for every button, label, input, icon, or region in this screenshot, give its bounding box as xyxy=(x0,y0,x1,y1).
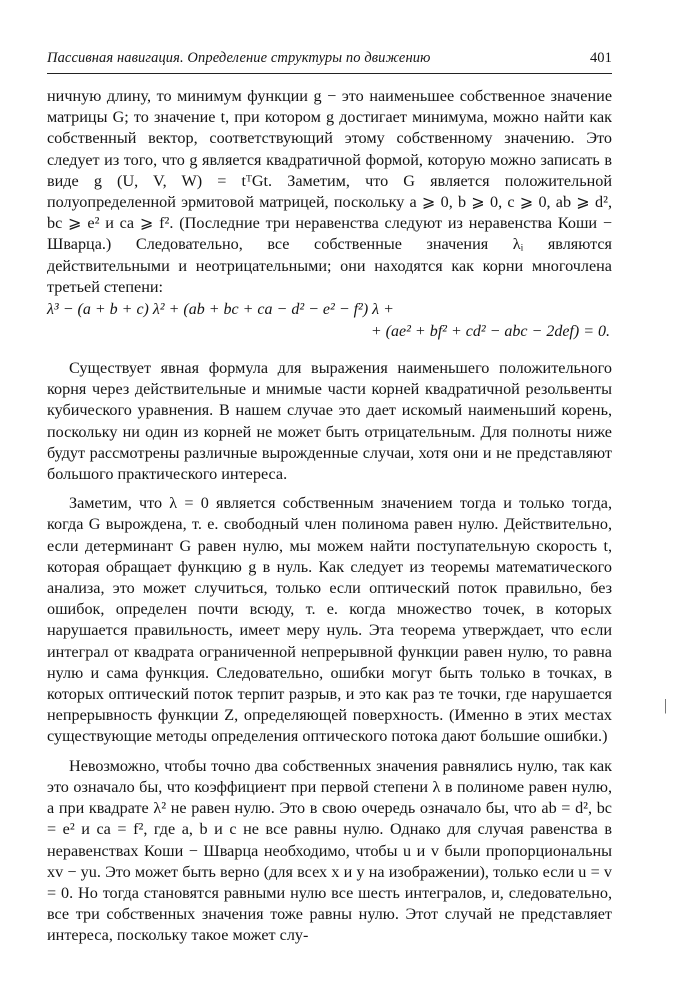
equation-line-2: + (ae² + bf² + cd² − abc − 2def) = 0. xyxy=(370,323,610,341)
header-rule xyxy=(47,73,612,74)
paragraph-2: Существует явная формула для выражения наименьшего положительного корня через действительные и мнимые части корней квадратичной резольвенты кубического уравнения. В нашем случае это дает искомый наименьший корень, поскольку ни один из корней не может быть отрицательным. Для полноты ниже будут рассмотрены различные вырожденные случаи, хотя они и не представляют большого практического интереса. xyxy=(47,359,612,484)
equation-line-1: λ³ − (a + b + c) λ² + (ab + bc + ca − d² − e² − f²) λ + xyxy=(47,301,394,319)
cubic-equation xyxy=(47,299,612,345)
paragraph-3: Заметим, что λ = 0 является собственным значением тогда и только тогда, когда G вырождена, т. е. свободный член полинома равен нулю. Действительно, если детерминант G равен нулю, мы можем найти поступательную скорость t, которая обращает функцию g в нуль. Как следует из теоремы математического анализа, это может случиться, только если оптический поток правильно, без ошибок, определен почти всюду, т. е. когда множество точек, в которых нарушается правильность, имеет меру нуль. Эта теорема утверждает, что если интеграл от квадрата ограниченной непрерывной функции равен нулю, то равна нулю и сама функция. Следовательно, ошибки могут быть только в точках, в которых оптический поток терпит разрыв, и это как раз те точки, где нарушается непрерывность функции Z, определяющей поверхность. (Именно в этих местах существующие методы определения оптического потока дают большие ошибки.) xyxy=(47,494,612,746)
paragraph-4: Невозможно, чтобы точно два собственных значения равнялись нулю, так как это означало бы, что коэффициент при первой степени λ в полиноме равен нулю, а при квадрате λ² не равен нулю. Это в свою очередь означало бы, что ab = d², bc = e² и ca = f², где a, b и c не все равны нулю. Однако для случая равенства в неравенствах Коши − Шварца необходимо, чтобы u и v были пропорциональны xv − yu. Это может быть верно (для всех x и y на изображении), только если u = v = 0. Но тогда становятся равными нулю все шесть интегралов, и, следовательно, все три собственных значения тоже равны нулю. Этот случай не представляет интереса, поскольку такое может слу- xyxy=(47,756,612,945)
running-title: Пассивная навигация. Определение структуры по движению xyxy=(47,50,431,66)
running-head xyxy=(47,50,612,67)
page-number: 401 xyxy=(589,50,612,66)
paragraph-1: ничную длину, то минимум функции g − это наименьшее собственное значение матрицы G; то значение t, при котором g достигает минимума, можно найти как собственный вектор, соответствующий этому собственному значению. Это следует из того, что g является квадратичной формой, которую можно записать в виде g (U, V, W) = tᵀGt. Заметим, что G является положительной полуопределенной эрмитовой матрицей, поскольку a ⩾ 0, b ⩾ 0, c ⩾ 0, ab ⩾ d², bc ⩾ e² и ca ⩾ f². (Последние три неравенства следуют из неравенства Коши − Шварца.) Следовательно, все собственные значения λᵢ являются действительными и неотрицательными; они находятся как корни многочлена третьей степени: xyxy=(47,87,612,296)
margin-mark: | xyxy=(664,697,668,714)
body-text xyxy=(47,86,612,947)
